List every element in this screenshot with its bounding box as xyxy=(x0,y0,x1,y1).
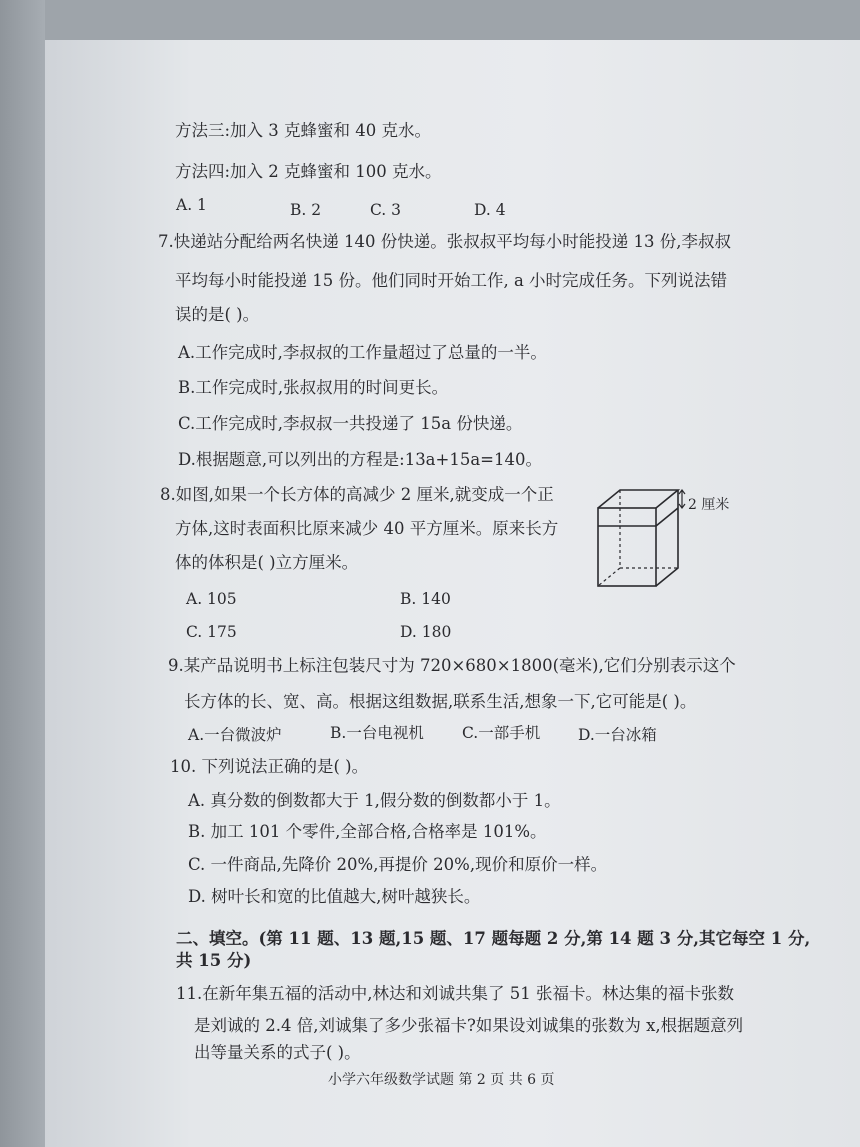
q7-line-2: 平均每小时能投递 15 份。他们同时开始工作, a 小时完成任务。下列说法错 xyxy=(175,271,728,290)
q9-option-c: C.一部手机 xyxy=(462,724,541,742)
q7-line-1: 7.快递站分配给两名快递 140 份快递。张叔叔平均每小时能投递 13 份,李叔叔 xyxy=(158,232,731,251)
q9-option-a: A.一台微波炉 xyxy=(188,726,282,744)
q10-option-c: C. 一件商品,先降价 20%,再提价 20%,现价和原价一样。 xyxy=(188,855,608,874)
q9-line-2: 长方体的长、宽、高。根据这组数据,联系生活,想象一下,它可能是( )。 xyxy=(184,692,697,711)
q10-option-a: A. 真分数的倒数都大于 1,假分数的倒数都小于 1。 xyxy=(188,791,561,810)
page-footer: 小学六年级数学试题 第 2 页 共 6 页 xyxy=(328,1072,555,1088)
figure-label: 2 厘米 xyxy=(688,497,730,513)
q6-option-a: A. 1 xyxy=(176,196,207,214)
q11-line-1: 11.在新年集五福的活动中,林达和刘诚共集了 51 张福卡。林达集的福卡张数 xyxy=(176,984,734,1003)
q9-line-1: 9.某产品说明书上标注包装尺寸为 720×680×1800(毫米),它们分别表示这个 xyxy=(168,656,736,675)
q6-option-c: C. 3 xyxy=(370,201,402,219)
q8-line-3: 体的体积是( )立方厘米。 xyxy=(175,553,359,572)
q11-line-2: 是刘诚的 2.4 倍,刘诚集了多少张福卡?如果设刘诚集的张数为 x,根据题意列 xyxy=(194,1016,744,1035)
section-two-heading-cont: 共 15 分) xyxy=(176,951,252,970)
method-three: 方法三:加入 3 克蜂蜜和 40 克水。 xyxy=(175,121,432,140)
q10-option-b: B. 加工 101 个零件,全部合格,合格率是 101%。 xyxy=(188,822,547,841)
q7-option-d: D.根据题意,可以列出的方程是:13a+15a=140。 xyxy=(178,450,542,469)
q8-line-1: 8.如图,如果一个长方体的高减少 2 厘米,就变成一个正 xyxy=(160,485,554,504)
q10-option-d: D. 树叶长和宽的比值越大,树叶越狭长。 xyxy=(188,887,481,906)
q7-option-a: A.工作完成时,李叔叔的工作量超过了总量的一半。 xyxy=(178,343,547,362)
page-edge-shadow xyxy=(0,0,45,1147)
section-two-heading: 二、填空。(第 11 题、13 题,15 题、17 题每题 2 分,第 14 题 3 分,其它每空 1 分, xyxy=(176,929,811,948)
q8-option-b: B. 140 xyxy=(400,590,451,608)
q8-option-a: A. 105 xyxy=(186,590,237,608)
q11-line-3: 出等量关系的式子( )。 xyxy=(194,1043,361,1062)
q9-option-d: D.一台冰箱 xyxy=(578,726,657,744)
q6-option-d: D. 4 xyxy=(474,201,506,219)
q7-option-b: B.工作完成时,张叔叔用的时间更长。 xyxy=(178,378,449,397)
exam-sheet xyxy=(45,40,860,1147)
q7-line-3: 误的是( )。 xyxy=(175,305,260,324)
q9-option-b: B.一台电视机 xyxy=(330,724,424,742)
q10-line-1: 10. 下列说法正确的是( )。 xyxy=(170,757,369,776)
q6-option-b: B. 2 xyxy=(290,201,322,219)
method-four: 方法四:加入 2 克蜂蜜和 100 克水。 xyxy=(175,162,442,181)
q8-option-c: C. 175 xyxy=(186,623,237,641)
q7-option-c: C.工作完成时,李叔叔一共投递了 15a 份快递。 xyxy=(178,414,523,433)
q8-line-2: 方体,这时表面积比原来减少 40 平方厘米。原来长方 xyxy=(175,519,559,538)
q8-option-d: D. 180 xyxy=(400,623,452,641)
cuboid-figure xyxy=(590,484,690,594)
